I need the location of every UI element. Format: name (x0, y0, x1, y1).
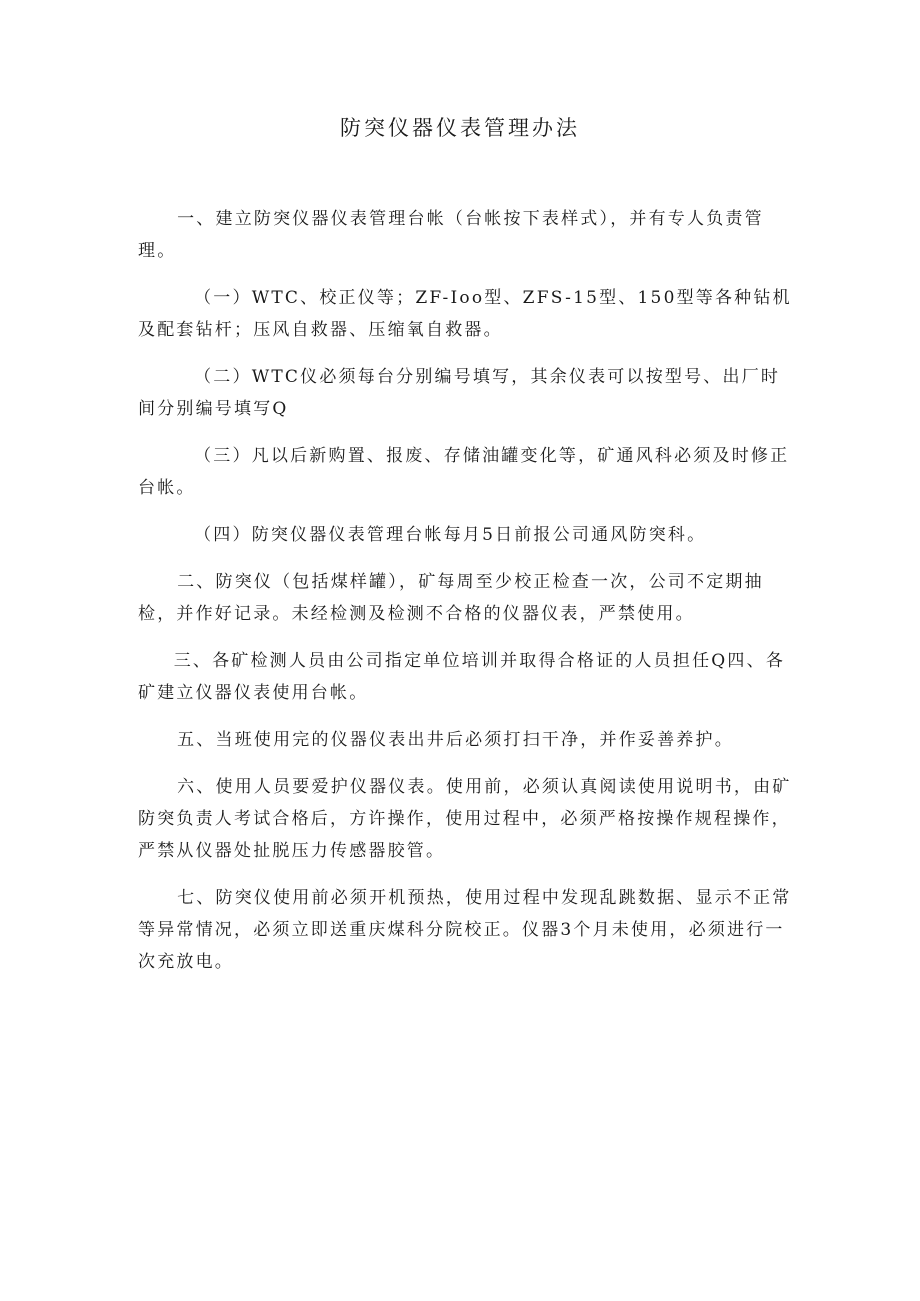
section-2-paragraph: 二、防突仪（包括煤样罐），矿每周至少校正检查一次，公司不定期抽检，并作好记录。未经检测及检测不合格的仪器仪表，严禁使用。 (138, 572, 764, 624)
subsection-2-paragraph: （二）WTC仪必须每台分别编号填写，其余仪表可以按型号、出厂时间分别编号填写Q (138, 367, 781, 419)
section-3-4-paragraph: 三、各矿检测人员由公司指定单位培训并取得合格证的人员担任Q四、各矿建立仪器仪表使用台帐。 (138, 651, 786, 703)
subsection-4-paragraph: （四）防突仪器仪表管理台帐每月5日前报公司通风防突科。 (194, 525, 707, 545)
subsection-3-paragraph: （三）凡以后新购置、报废、存储油罐变化等，矿通风科必须及时修正台帐。 (138, 446, 790, 498)
section-6-paragraph: 六、使用人员要爱护仪器仪表。使用前，必须认真阅读使用说明书，由矿防突负责人考试合格后，方许操作，使用过程中，必须严格按操作规程操作，严禁从仪器处扯脱压力传感器胶管。 (138, 777, 792, 861)
document-title: 防突仪器仪表管理办法 (340, 116, 580, 140)
section-1-paragraph: 一、建立防突仪器仪表管理台帐（台帐按下表样式），并有专人负责管理。 (138, 209, 764, 261)
document-body (138, 203, 798, 993)
section-5-paragraph: 五、当班使用完的仪器仪表出井后必须打扫干净，并作妥善养护。 (177, 730, 734, 750)
subsection-1-paragraph: （一）WTC、校正仪等；ZF-Ioo型、ZFS-15型、150型等各种钻机及配套钻杆；压风自救器、压缩氧自救器。 (138, 288, 792, 340)
section-7-paragraph: 七、防突仪使用前必须开机预热，使用过程中发现乱跳数据、显示不正常等异常情况，必须立即送重庆煤科分院校正。仪器3个月未使用，必须进行一次充放电。 (138, 888, 792, 972)
